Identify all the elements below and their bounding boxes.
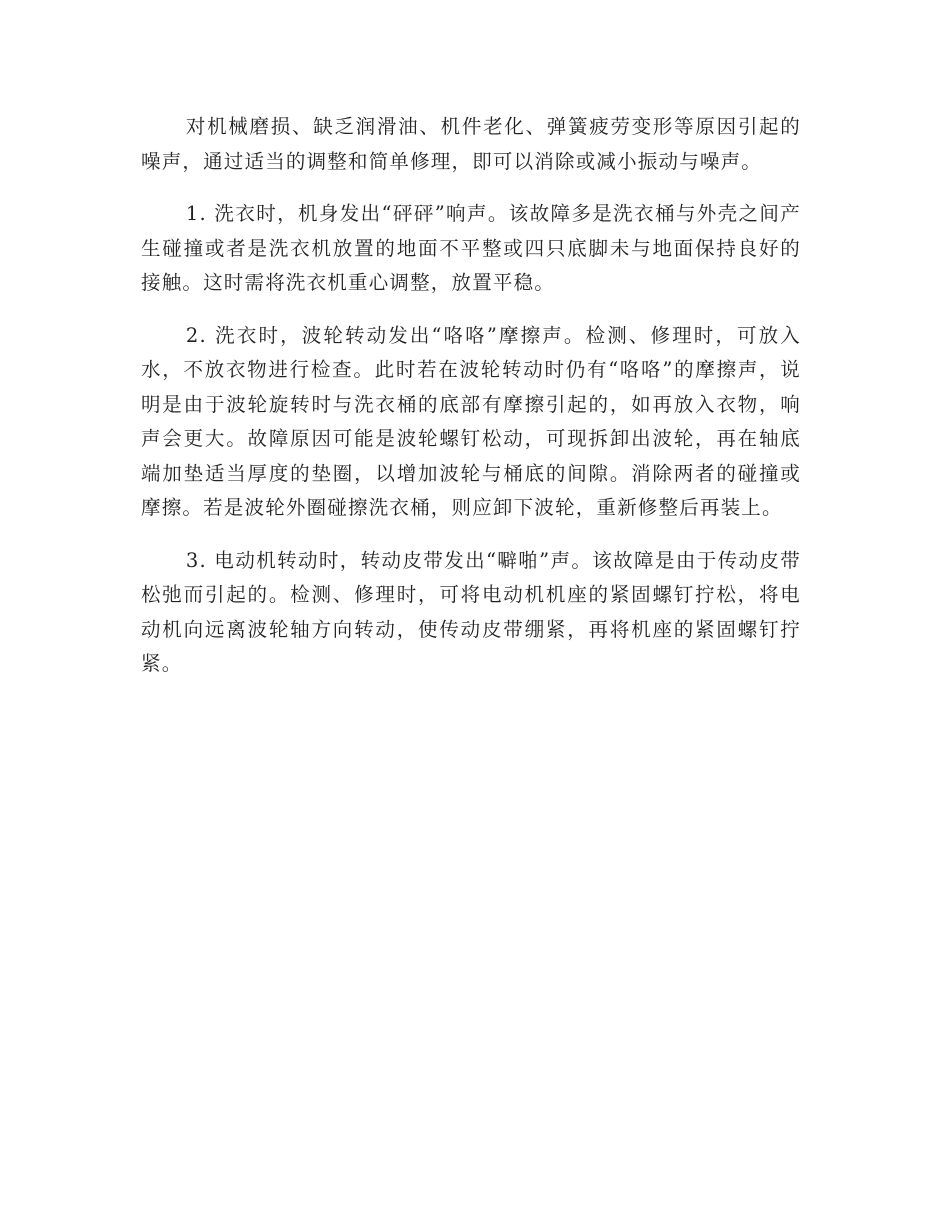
document-body [141, 110, 801, 700]
paragraph-intro: 对机械磨损、缺乏润滑油、机件老化、弹簧疲劳变形等原因引起的噪声，通过适当的调整和简单修理，即可以消除或减小振动与噪声。 [141, 115, 801, 173]
paragraph-item-1: 1. 洗衣时，机身发出“砰砰”响声。该故障多是洗衣桶与外壳之间产生碰撞或者是洗衣机放置的地面不平整或四只底脚未与地面保持良好的接触。这时需将洗衣机重心调整，放置平稳。 [141, 202, 801, 294]
paragraph-item-3: 3. 电动机转动时，转动皮带发出“噼啪”声。该故障是由于传动皮带松弛而引起的。检测、修理时，可将电动机机座的紧固螺钉拧松，将电动机向远离波轮轴方向转动，使传动皮带绷紧，再将机座的紧固螺钉拧紧。 [141, 548, 801, 675]
paragraph-item-2: 2. 洗衣时，波轮转动发出“咯咯”摩擦声。检测、修理时，可放入水，不放衣物进行检查。此时若在波轮转动时仍有“咯咯”的摩擦声，说明是由于波轮旋转时与洗衣桶的底部有摩擦引起的，如再放入衣物，响声会更大。故障原因可能是波轮螺钉松动，可现拆卸出波轮，再在轴底端加垫适当厚度的垫圈，以增加波轮与桶底的间隙。消除两者的碰撞或摩擦。若是波轮外圈碰擦洗衣桶，则应卸下波轮，重新修整后再装上。 [141, 323, 801, 519]
